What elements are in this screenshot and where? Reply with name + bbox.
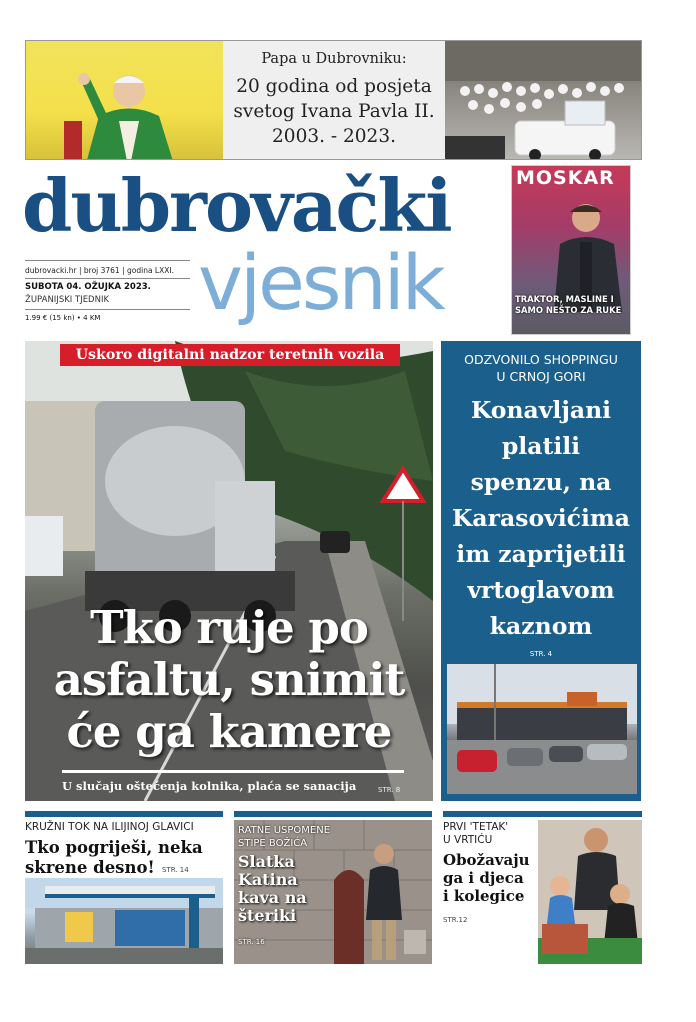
supplement-title: MOSKAR [516, 167, 615, 189]
main-story-kicker: Uskoro digitalni nadzor teretnih vozila [60, 344, 400, 366]
right-story-headline-line: Karasovićima [451, 504, 631, 532]
bottom-story-1-page-ref: STR. 14 [162, 866, 189, 874]
right-story-headline-line: platili [501, 432, 581, 460]
right-story-headline-line: spenzu, na [470, 468, 612, 496]
banner-line-1: 20 godina od posjeta [236, 76, 432, 97]
kindergarten-teacher-photo[interactable] [538, 820, 642, 964]
right-story-headline-line: vrtoglavom [467, 576, 615, 604]
banner-line-2: svetog Ivana Pavla II. [233, 101, 435, 122]
banner-text-block [223, 41, 445, 159]
banner-kicker: Papa u Dubrovniku: [261, 51, 407, 67]
main-story-page-ref: STR. 8 [378, 786, 401, 794]
bottom-story-3-headline[interactable] [443, 851, 530, 905]
bottom-story-1-headline-line: Tko pogriješi, neka [25, 838, 203, 857]
bottom-story-3-headline-line: i kolegice [443, 887, 525, 905]
gas-station-photo[interactable] [25, 878, 223, 964]
bottom-story-2-kicker [238, 824, 330, 850]
popemobile-crowd-photo [445, 41, 642, 159]
issue-price: 1.99 € (15 kn) • 4 KM [25, 314, 101, 322]
main-story-headline-line-3[interactable]: će ga kamere [66, 705, 392, 758]
pope-figure-illustration [64, 61, 194, 159]
right-story-headline-line: im zaprijetili [456, 540, 626, 568]
bottom-story-1-kicker: KRUŽNI TOK NA ILIJINOJ GLAVICI [25, 821, 194, 833]
gas-station-illustration [25, 878, 223, 964]
meta-divider [25, 309, 190, 310]
bottom-story-3-kicker-line: U VRTIĆU [443, 834, 493, 846]
main-story-divider [62, 770, 404, 773]
right-story-headline[interactable] [441, 392, 641, 644]
masthead-title-dubrovacki: dubrovački [22, 163, 451, 248]
edition-label: ŽUPANIJSKI TJEDNIK [25, 295, 110, 305]
bottom-story-2-page-ref: STR. 16 [238, 938, 265, 946]
right-story-kicker [441, 351, 641, 385]
bottom-story-3-page-ref: STR.12 [443, 916, 468, 924]
column-bar [443, 811, 642, 817]
column-bar [234, 811, 432, 817]
shopping-center-photo[interactable] [447, 664, 637, 794]
bottom-story-2-headline-line: Slatka [238, 852, 295, 871]
right-story-page-ref: STR. 4 [529, 650, 553, 658]
bottom-story-2-kicker-line: STIPE BOŽIĆA [238, 838, 308, 849]
right-story-kicker-line-2: U CRNOJ GORI [496, 369, 586, 384]
bottom-story-2-kicker-line: RATNE USPOMENE [238, 825, 331, 836]
main-story-headline-line-1[interactable]: Tko ruje po [90, 601, 368, 654]
issue-date: SUBOTA 04. OŽUJKA 2023. [25, 282, 151, 292]
bottom-story-3-headline-line: Obožavaju [443, 851, 530, 869]
bottom-story-2-headline-line: kava na [238, 888, 307, 907]
main-story-headline-line-2[interactable]: asfaltu, snimit [53, 653, 405, 706]
moskar-supplement-cover[interactable] [511, 165, 631, 335]
bottom-story-3-kicker-line: PRVI 'TETAK' [443, 821, 509, 833]
right-story-kicker-line-1: ODZVONILO SHOPPINGU [464, 352, 618, 367]
main-story-subhead: U slučaju oštećenja kolnika, plaća se sanacija [62, 779, 357, 793]
shopping-center-illustration [447, 664, 637, 794]
right-story-headline-line: kaznom [489, 612, 593, 640]
bottom-story-3-headline-line: ga i djeca [443, 869, 524, 887]
issue-meta-line: dubrovacki.hr | broj 3761 | godina LXXI. [25, 266, 174, 275]
pope-photo [26, 41, 223, 159]
kindergarten-illustration [538, 820, 642, 964]
banner-line-3: 2003. - 2023. [272, 126, 396, 147]
column-bar [25, 811, 223, 817]
supplement-tagline: TRAKTOR, MASLINE I SAMO NEŠTO ZA RUKE [515, 294, 622, 315]
meta-divider [25, 260, 190, 261]
bottom-story-2-headline[interactable] [238, 853, 307, 925]
masthead-title-vjesnik: vjesnik [198, 238, 443, 327]
bottom-story-2-headline-line: šteriki [238, 906, 297, 925]
crowd-illustration [445, 41, 642, 159]
bottom-story-3-kicker [443, 821, 508, 847]
right-story-headline-line: Konavljani [470, 396, 612, 424]
bottom-story-2-headline-line: Katina [238, 870, 298, 889]
top-banner[interactable] [25, 40, 642, 160]
meta-divider [25, 278, 190, 279]
bottom-story-1-headline-line: skrene desno! [25, 858, 155, 877]
